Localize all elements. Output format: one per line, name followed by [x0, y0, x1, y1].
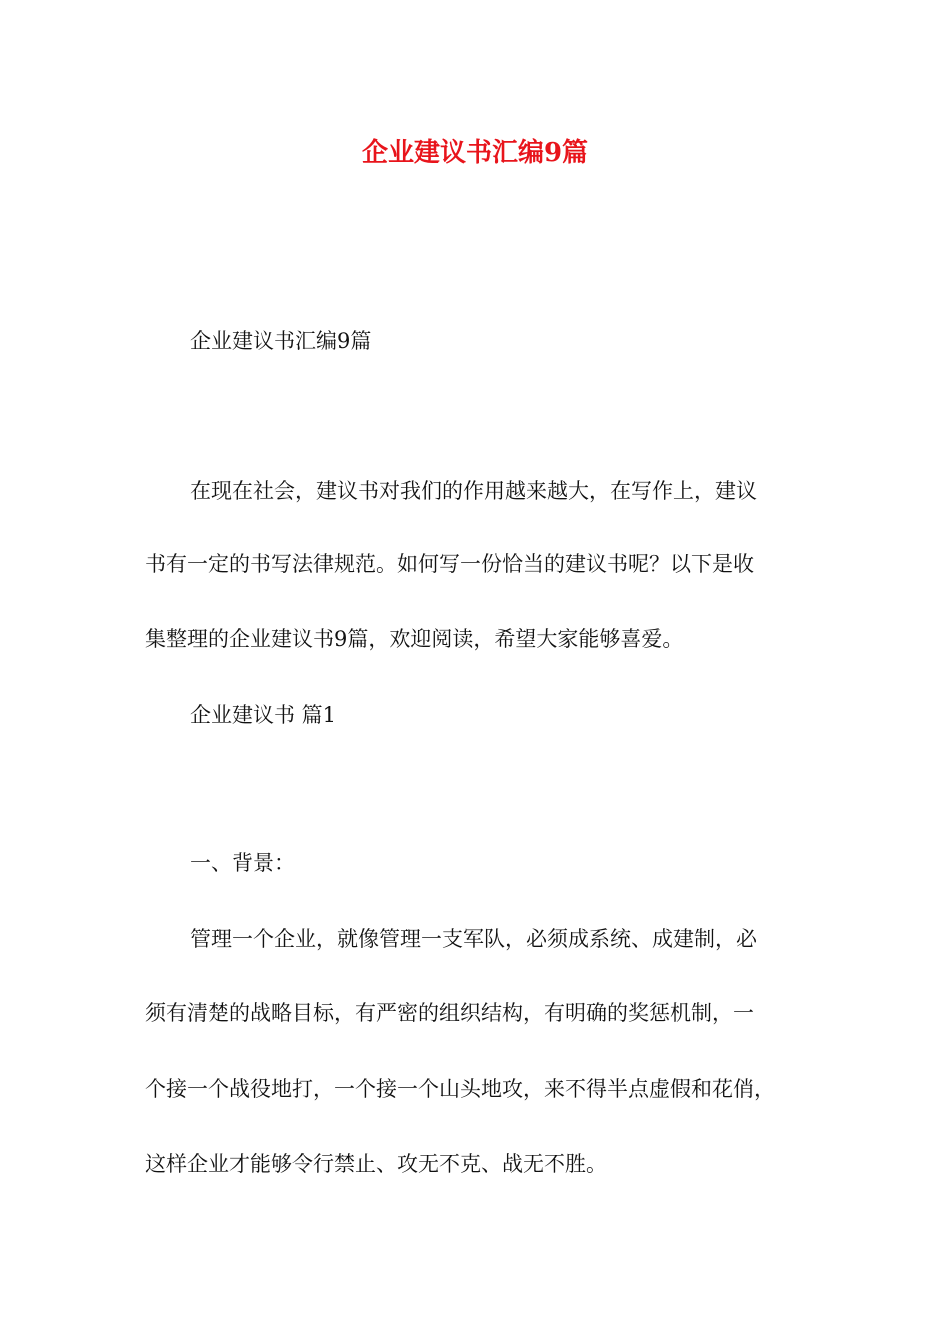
document-subtitle: 企业建议书汇编9篇: [190, 329, 372, 353]
body-line-2: 须有清楚的战略目标，有严密的组织结构，有明确的奖惩机制，一: [145, 1001, 754, 1025]
intro-line-2: 书有一定的书写法律规范。如何写一份恰当的建议书呢？以下是收: [145, 552, 754, 576]
body-line-4: 这样企业才能够令行禁止、攻无不克、战无不胜。: [145, 1152, 607, 1176]
body-line-1: 管理一个企业，就像管理一支军队，必须成系统、成建制，必: [190, 927, 757, 951]
background-heading: 一、背景：: [190, 851, 295, 875]
section-heading: 企业建议书 篇1: [190, 703, 337, 727]
intro-line-1: 在现在社会，建议书对我们的作用越来越大，在写作上，建议: [190, 479, 757, 503]
intro-line-3: 集整理的企业建议书9篇，欢迎阅读，希望大家能够喜爱。: [145, 627, 684, 651]
document-title: 企业建议书汇编9篇: [361, 138, 589, 168]
body-line-3: 个接一个战役地打，一个接一个山头地攻，来不得半点虚假和花俏，: [145, 1077, 775, 1101]
